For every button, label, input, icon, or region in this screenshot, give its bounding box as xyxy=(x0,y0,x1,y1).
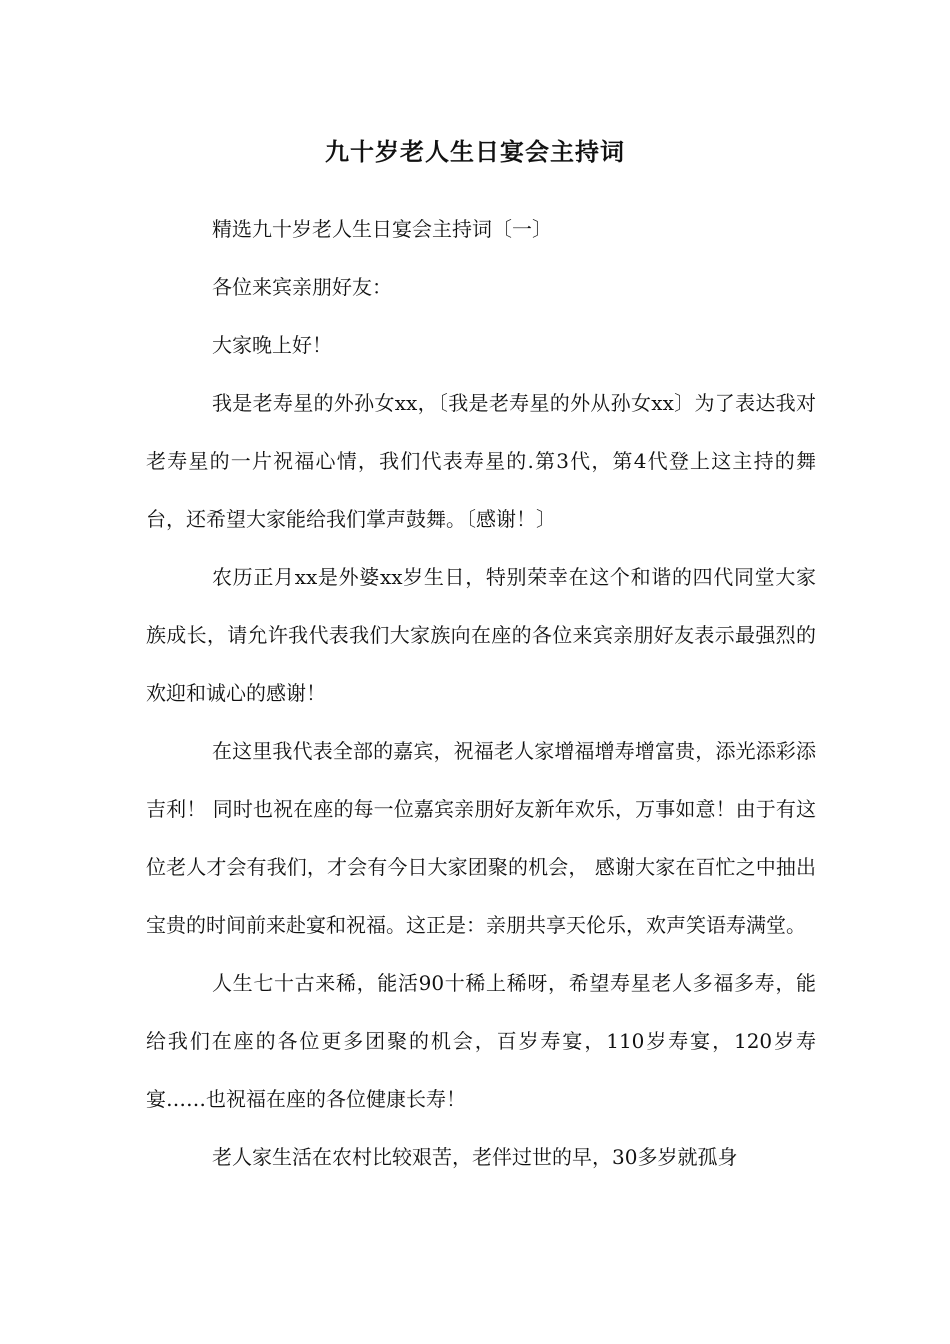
paragraph-subtitle: 精选九十岁老人生日宴会主持词〔一〕 xyxy=(212,217,552,241)
document-title: 九十岁老人生日宴会主持词 xyxy=(325,137,625,166)
paragraph-introduction: 我是老寿星的外孙女xx，〔我是老寿星的外从孙女xx〕为了表达我对老寿星的一片祝福心情，我们代表寿星的.第3代，第4代登上这主持的舞台，还希望大家能给我们掌声鼓舞。〔感谢！〕 xyxy=(146,391,816,531)
paragraph-longevity: 人生七十古来稀，能活90十稀上稀呀，希望寿星老人多福多寿，能给我们在座的各位更多团聚的机会，百岁寿宴，110岁寿宴，120岁寿宴……也祝福在座的各位健康长寿！ xyxy=(146,971,816,1111)
paragraph-good-evening: 大家晚上好！ xyxy=(212,333,332,357)
paragraph-greeting: 各位来宾亲朋好友： xyxy=(212,275,392,299)
paragraph-welcome: 农历正月xx是外婆xx岁生日，特别荣幸在这个和谐的四代同堂大家族成长，请允许我代表我们大家族向在座的各位来宾亲朋好友表示最强烈的欢迎和诚心的感谢！ xyxy=(146,565,816,705)
paragraph-blessing: 在这里我代表全部的嘉宾，祝福老人家增福增寿增富贵，添光添彩添吉利！ 同时也祝在座的每一位嘉宾亲朋好友新年欢乐，万事如意！由于有这位老人才会有我们，才会有今日大家团聚的机会， 感谢大家在百忙之中抽出宝贵的时间前来赴宴和祝福。这正是：亲朋共享天伦乐，欢声笑语寿满堂。 xyxy=(146,739,816,937)
paragraph-life-story: 老人家生活在农村比较艰苦，老伴过世的早，30多岁就孤身 xyxy=(212,1145,738,1169)
document-body xyxy=(146,200,816,1186)
